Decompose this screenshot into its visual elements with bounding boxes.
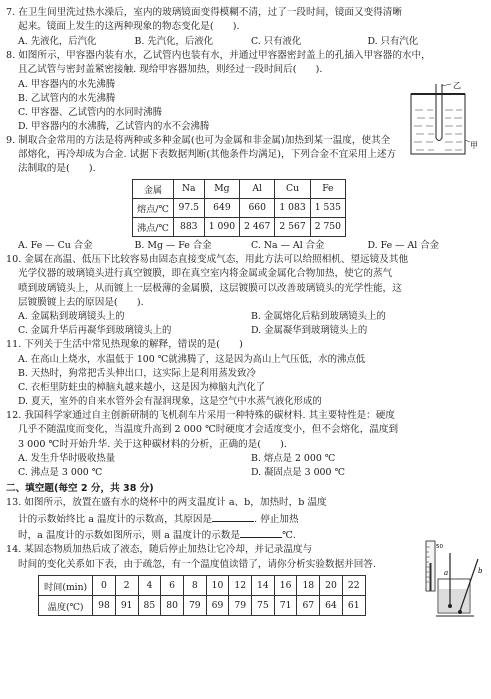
q10-stem-line2: 光学仪器的玻璃镜头进行真空镀膜，即在真空室内将金属或金属化合物加热，使它的蒸气 [18, 268, 393, 280]
question-11 [6, 338, 484, 352]
table-row [133, 198, 346, 217]
table-cell: 98 [93, 596, 116, 616]
table-cell: 1 535 [310, 198, 345, 217]
q8-option-c[interactable]: C. 甲容器、乙试管内的水同时沸腾 [18, 106, 163, 118]
q10-stem-line3: 喷到玻璃镜头上，从而镀上一层极薄的金属膜，这层镀膜可以改善玻璃镜头的光学性能，这 [18, 282, 402, 294]
q9-stem-line2: 部熔化，再冷却成为合金. 试据下表数据判断(其他条件均满足)，下列合金不宜采用上述方 [18, 149, 397, 161]
table-cell: 22 [342, 576, 365, 596]
table-cell: 883 [173, 217, 204, 236]
table-row-label: 温度(℃) [39, 596, 93, 616]
table-row [39, 576, 366, 596]
q10-option-d[interactable]: D. 金属凝华到玻璃镜头上的 [251, 325, 368, 337]
table-cell: 61 [342, 596, 365, 616]
table-cell: 0 [93, 576, 116, 596]
yi-leader-line [442, 84, 451, 86]
table-cell: 2 750 [310, 217, 345, 236]
section-2-heading: 二、填空题(每空 2 分，共 38 分) [6, 483, 154, 495]
q9-stem-line3: 法制取的是( ). [18, 163, 96, 175]
q10-option-a[interactable]: A. 金属粘到玻璃镜头上的 [18, 311, 125, 323]
table-cell: 97.5 [173, 198, 204, 217]
label-jia: 甲 [470, 141, 478, 150]
question-10 [6, 253, 484, 311]
q12-stem-line1: 12. 我国科学家通过自主创新研制的飞机刹车片采用一种特殊的碳材料. 其主要特性是：硬度 [6, 409, 395, 421]
q14-line1: 14. 某固态物质加热后成了液态，随后停止加热让它冷却，并记录温度与 [6, 544, 313, 556]
q13-line2-tail: . 停止加热 [254, 513, 299, 525]
q13-line1: 13. 如图所示，放置在盛有水的烧杯中的两支温度计 a、b，加热时，b 温度 [6, 497, 327, 509]
q10-option-c[interactable]: C. 金属升华后再凝华到玻璃镜头上的 [18, 325, 172, 337]
table-cell: 71 [274, 596, 297, 616]
table-cell: 20 [320, 576, 343, 596]
q9-options [6, 239, 484, 253]
table-cell: 沸点/℃ [133, 217, 174, 236]
q12-option-c[interactable]: C. 沸点是 3 000 ℃ [18, 467, 103, 479]
q9-stem-line1: 9. 制取合金常用的方法是将两种或多种金属(也可为金属和非金属)加热到某一温度，使其全 [6, 134, 391, 146]
q14-line2: 时间的变化关系如下表，由于疏忽，有一个温度值读错了，请你分析实验数据并回答. [18, 558, 377, 570]
table-cell: 91 [115, 596, 138, 616]
thermometer-a-bulb [448, 604, 452, 608]
q11-option-d[interactable]: D. 夏天，室外的自来水管外会有湿润现象，这是空气中水蒸气液化形成的 [18, 395, 322, 407]
q9-option-d[interactable]: D. Fe — Al 合金 [367, 239, 440, 251]
q10-stem-line1: 10. 金属在高温、低压下比较容易由固态直接变成气态，用此方法可以给照相机、望远镜及其他 [6, 253, 409, 265]
q12-option-b[interactable]: B. 熔点是 2 000 ℃ [251, 453, 336, 465]
q7-stem-line1: 7. 在卫生间里洗过热水澡后，室内的玻璃镜面变得模糊不清，过了一段时间，镜面又变得清晰 [6, 7, 402, 18]
q13-answer-blank-1[interactable] [212, 511, 254, 522]
table-cell: 熔点/℃ [133, 198, 174, 217]
question-12 [6, 409, 484, 452]
table-cell: 14 [252, 576, 275, 596]
q7-option-d[interactable]: D. 只有汽化 [367, 35, 419, 47]
question-7 [6, 6, 484, 35]
table-row [133, 217, 346, 236]
label-yi: 乙 [453, 81, 461, 90]
thermometer-b-bulb [458, 610, 462, 614]
table-cell: 660 [240, 198, 275, 217]
q8-option-d[interactable]: D. 甲容器内的水沸腾，乙试管内的水不会沸腾 [18, 120, 210, 132]
q12-stem-line2: 几乎不随温度而变化，当温度升高到 2 000 ℃时硬度才会适度变小，但不会熔化，温度到 [18, 424, 399, 436]
table-cell: 2 467 [240, 217, 275, 236]
beaker-water [439, 589, 469, 612]
q13-answer-blank-2[interactable] [240, 527, 282, 538]
table-cell: 8 [183, 576, 206, 596]
table-header-cell: Na [173, 179, 204, 198]
q13-thermometer-figure [420, 539, 484, 619]
q8-container-figure [407, 80, 479, 160]
q13-line2 [6, 511, 484, 527]
table-cell: 18 [297, 576, 320, 596]
q11-option-b[interactable]: B. 天热时，狗常把舌头伸出口，这实际上是利用蒸发致冷 [18, 367, 256, 379]
table-header-cell: Al [240, 179, 275, 198]
label-b: b [478, 567, 483, 575]
table-cell: 6 [161, 576, 184, 596]
water-dashes [414, 110, 462, 150]
q13-line3-tail: ℃. [282, 529, 296, 541]
table-cell: 2 [115, 576, 138, 596]
q9-option-c[interactable]: C. Na — Al 合金 [251, 239, 325, 251]
q13-line3 [6, 527, 484, 543]
table-cell: 1 090 [204, 217, 239, 236]
table-cell: 16 [274, 576, 297, 596]
metal-properties-table [132, 179, 346, 237]
table-cell: 64 [320, 596, 343, 616]
table-cell: 12 [229, 576, 252, 596]
table-cell: 79 [229, 596, 252, 616]
q10-options [6, 310, 484, 338]
q8-stem-line1: 8. 如图所示，甲容器内装有水，乙试管内也装有水，并通过甲容器密封盖上的孔插入甲容器的水中， [6, 49, 431, 61]
q7-options [6, 35, 484, 49]
table-cell: 649 [204, 198, 239, 217]
q8-option-b[interactable]: B. 乙试管内的水先沸腾 [18, 92, 116, 104]
scale-label: 50 [436, 544, 443, 550]
q12-option-d[interactable]: D. 凝固点是 3 000 ℃ [251, 467, 345, 479]
table-row [39, 596, 366, 616]
table-cell: 10 [206, 576, 229, 596]
table-header-cell: Mg [204, 179, 239, 198]
table-header-row [133, 179, 346, 198]
q11-options [6, 353, 484, 409]
mercury-column [430, 563, 432, 591]
q8-stem-line2: 且乙试管与密封盖紧密接触. 现给甲容器加热，则经过一段时间后( ). [18, 64, 323, 76]
table-header-cell: Cu [275, 179, 310, 198]
table-cell: 4 [138, 576, 161, 596]
table-cell: 79 [183, 596, 206, 616]
q7-stem-line2: 起来。镜面上发生的这两种现象的物态变化是( ). [18, 21, 240, 33]
table-cell: 80 [161, 596, 184, 616]
q8-option-a[interactable]: A. 甲容器内的水先沸腾 [18, 78, 116, 90]
container-jia [411, 94, 465, 154]
table-header-cell: Fe [310, 179, 345, 198]
q9-option-a[interactable]: A. Fe — Cu 合金 [18, 239, 93, 251]
q7-option-b[interactable]: B. 先汽化，后液化 [134, 35, 213, 47]
q12-option-a[interactable]: A. 发生升华时吸收热量 [18, 453, 116, 465]
table-cell: 2 567 [275, 217, 310, 236]
table-cell: 67 [297, 596, 320, 616]
table-cell: 1 083 [275, 198, 310, 217]
table-cell: 75 [252, 596, 275, 616]
q13-line3-text: 时，a 温度计的示数如图所示，则 a 温度计的示数是 [18, 529, 241, 541]
q11-option-c[interactable]: C. 衣柜里防蛀虫的樟脑丸越来越小，这是因为樟脑丸汽化了 [18, 381, 266, 393]
q7-option-c[interactable]: C. 只有液化 [251, 35, 302, 47]
table-header-cell: 金属 [133, 179, 174, 198]
table-cell: 85 [138, 596, 161, 616]
q7-option-a[interactable]: A. 先液化，后汽化 [18, 35, 97, 47]
test-tube-yi [436, 84, 442, 141]
cooling-data-table [38, 575, 366, 616]
question-14 [6, 543, 484, 572]
q10-stem-line4: 层镀膜镀上去的原因是( ). [18, 297, 144, 309]
q13-line2-text: 计的示数始终比 a 温度计的示数高，其原因是 [18, 513, 213, 525]
table-row-label: 时间(min) [39, 576, 93, 596]
q11-option-a[interactable]: A. 在高山上烧水，水温低于 100 ℃就沸腾了，这是因为高山上气压低，水的沸点低 [18, 353, 366, 365]
q11-stem: 11. 下列关于生活中常见热现象的解释，错误的是( ) [6, 339, 243, 351]
table-cell: 69 [206, 596, 229, 616]
question-13 [6, 496, 484, 543]
q12-options [6, 452, 484, 480]
q9-option-b[interactable]: B. Mg — Fe 合金 [134, 239, 212, 251]
question-8 [6, 49, 484, 78]
q10-option-b[interactable]: B. 金属熔化后粘到玻璃镜头上的 [251, 311, 386, 323]
label-a: a [444, 569, 449, 577]
q12-stem-line3: 3 000 ℃时开始升华. 关于这种碳材料的分析，正确的是( ). [18, 438, 287, 450]
